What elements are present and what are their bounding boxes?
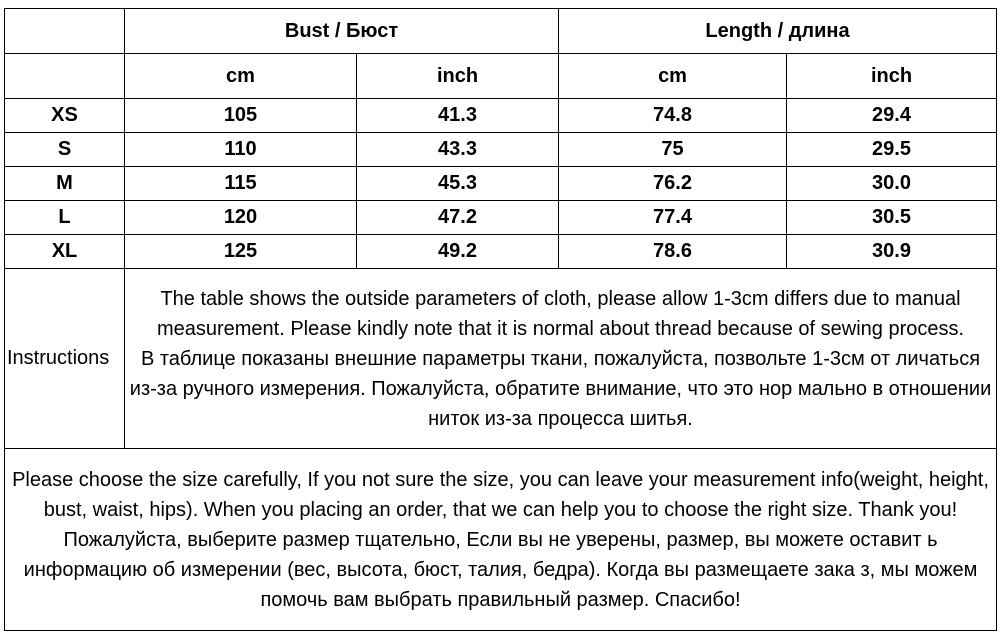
unit-bust-inch: inch <box>357 54 559 99</box>
header-row <box>5 9 997 54</box>
bust-cm-cell: 115 <box>125 167 357 201</box>
length-cm-cell: 76.2 <box>559 167 787 201</box>
unit-length-cm: cm <box>559 54 787 99</box>
bust-cm-cell: 120 <box>125 201 357 235</box>
note-cell <box>5 449 997 631</box>
note-text-en: Please choose the size carefully, If you not sure the size, you can leave your measurement info(weight, height, bust, waist, hips). When you placing an order, that we can help you to choose the right size. Thank you! <box>12 468 989 521</box>
table-row <box>5 133 997 167</box>
size-label: XL <box>5 235 125 269</box>
length-cm-cell: 77.4 <box>559 201 787 235</box>
size-label: S <box>5 133 125 167</box>
unit-row <box>5 54 997 99</box>
bust-cm-cell: 110 <box>125 133 357 167</box>
size-chart <box>4 8 996 636</box>
bust-inch-cell: 47.2 <box>357 201 559 235</box>
instructions-text-en: The table shows the outside parameters of cloth, please allow 1-3cm differs due to manual measurement. Please kindly note that it is normal about thread because of sewing process. <box>156 287 965 340</box>
unit-bust-cm: cm <box>125 54 357 99</box>
bust-inch-cell: 41.3 <box>357 99 559 133</box>
length-cm-cell: 75 <box>559 133 787 167</box>
length-inch-cell: 30.0 <box>787 167 997 201</box>
table-row <box>5 201 997 235</box>
length-inch-cell: 30.5 <box>787 201 997 235</box>
size-label: XS <box>5 99 125 133</box>
bust-cm-cell: 105 <box>125 99 357 133</box>
length-inch-cell: 30.9 <box>787 235 997 269</box>
length-inch-cell: 29.4 <box>787 99 997 133</box>
note-row <box>5 449 997 631</box>
bust-inch-cell: 45.3 <box>357 167 559 201</box>
size-label: L <box>5 201 125 235</box>
length-cm-cell: 74.8 <box>559 99 787 133</box>
bust-cm-cell: 125 <box>125 235 357 269</box>
length-header: Length / длина <box>559 9 997 54</box>
note-text-ru: Пожалуйста, выберите размер тщательно, Если вы не уверены, размер, вы можете оставит ь информацию об измерении (вес, высота, бюст, талия, бедра). Когда вы размещаете зака з, мы можем помочь вам выбрать правильный размер. Спасибо! <box>23 528 978 611</box>
corner-cell <box>5 9 125 54</box>
unit-length-inch: inch <box>787 54 997 99</box>
size-label: M <box>5 167 125 201</box>
length-cm-cell: 78.6 <box>559 235 787 269</box>
bust-inch-cell: 43.3 <box>357 133 559 167</box>
table-row <box>5 99 997 133</box>
table-row <box>5 235 997 269</box>
table-row <box>5 167 997 201</box>
instructions-cell <box>125 269 997 449</box>
instructions-text-ru: В таблице показаны внешние параметры ткани, пожалуйста, позвольте 1-3см от личаться из-за ручного измерения. Пожалуйста, обратите внимание, что это нор мально в отношении ниток из-за процесса шитья. <box>129 347 992 430</box>
instructions-label: Instructions <box>5 269 125 449</box>
bust-inch-cell: 49.2 <box>357 235 559 269</box>
length-inch-cell: 29.5 <box>787 133 997 167</box>
bust-header: Bust / Бюст <box>125 9 559 54</box>
instructions-row <box>5 269 997 449</box>
unit-corner-cell <box>5 54 125 99</box>
size-table <box>4 8 997 631</box>
